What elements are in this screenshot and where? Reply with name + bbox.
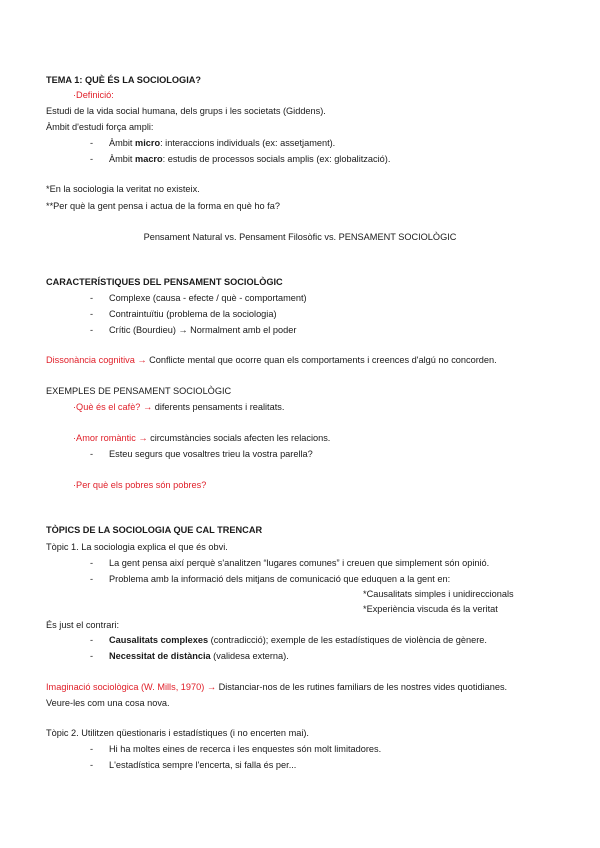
list-dash: - <box>90 138 94 148</box>
topic1-subitem: *Experiència viscuda és la veritat <box>363 604 498 614</box>
caracteristica-item: Contraintuïtiu (problema de la sociologia) <box>109 309 277 319</box>
dissonancia-label: Dissonància cognitiva → <box>46 355 147 365</box>
list-dash: - <box>90 309 94 319</box>
caracteristica-item: Complexe (causa - efecte / què - comportament) <box>109 293 307 303</box>
amor-line <box>73 432 330 444</box>
definicio-label: ·Definició: <box>73 90 114 100</box>
micro-bold: micro <box>135 138 161 148</box>
list-dash: - <box>90 651 94 661</box>
topic2-item: Hi ha moltes eines de recerca i les enquestes són molt limitadores. <box>109 744 382 754</box>
cafe-label: ·Què és el cafè? → <box>73 402 153 412</box>
list-dash: - <box>90 635 94 645</box>
veure-line: Veure-les com una cosa nova. <box>46 698 170 708</box>
causalitats-rest: (contradicció); exemple de les estadístiques de violència de gènere. <box>208 635 487 645</box>
list-dash: - <box>90 558 94 568</box>
necessitat-bold: Necessitat de distància <box>109 651 211 661</box>
pobres-question: ·Per què els pobres són pobres? <box>73 480 207 490</box>
macro-prefix: Àmbit <box>109 154 136 164</box>
tema1-title: TEMA 1: QUÈ ÉS LA SOCIOLOGIA? <box>46 75 202 85</box>
dissonancia-text: Conflicte mental que ocorre quan els comportaments i creences d'algú no concorden. <box>146 355 497 365</box>
note-2: **Per què la gent pensa i actua de la forma en què ho fa? <box>46 201 280 211</box>
amor-item: Esteu segurs que vosaltres trieu la vostra parella? <box>109 449 313 459</box>
ambit-intro: Àmbit d'estudi força ampli: <box>46 122 154 132</box>
necessitat-item <box>109 650 289 662</box>
cafe-line <box>73 401 284 413</box>
topics-title: TÒPICS DE LA SOCIOLOGIA QUE CAL TRENCAR <box>46 525 263 535</box>
topic-2: Tòpic 2. Utilitzen qüestionaris i estadístiques (i no encerten mai). <box>46 728 309 738</box>
topic-1: Tòpic 1. La sociologia explica el que és obvi. <box>46 542 228 552</box>
caracteristica-item: Crític (Bourdieu) → Normalment amb el poder <box>109 325 297 335</box>
topic2-item: L'estadística sempre l'encerta, si falla és per... <box>109 760 297 770</box>
list-dash: - <box>90 325 94 335</box>
pensament-line: Pensament Natural vs. Pensament Filosòfic vs. PENSAMENT SOCIOLÒGIC <box>143 232 457 242</box>
definicio-text: Estudi de la vida social humana, dels grups i les societats (Giddens). <box>46 106 326 116</box>
amor-text: circumstàncies socials afecten les relacions. <box>147 433 331 443</box>
micro-rest: : interaccions individuals (ex: assetjament). <box>160 138 336 148</box>
cafe-text: diferents pensaments i realitats. <box>152 402 285 412</box>
list-dash: - <box>90 744 94 754</box>
macro-bold: macro <box>135 154 163 164</box>
exemples-title: EXEMPLES DE PENSAMENT SOCIOLÒGIC <box>46 386 232 396</box>
list-dash: - <box>90 293 94 303</box>
list-dash: - <box>90 449 94 459</box>
caracteristiques-title: CARACTERÍSTIQUES DEL PENSAMENT SOCIOLÒGIC <box>46 277 283 287</box>
imaginacio-label: Imaginació sociològica (W. Mills, 1970) → <box>46 682 217 692</box>
imaginacio-text: Distanciar-nos de les rutines familiars de les nostres vides quotidianes. <box>216 682 508 692</box>
list-dash: - <box>90 760 94 770</box>
topic1-item: La gent pensa així perquè s'analitzen “lugares comunes” i creuen que simplement són opinió. <box>109 558 490 568</box>
contrari-line: És just el contrari: <box>46 620 120 630</box>
ambit-macro-item <box>109 153 390 165</box>
micro-prefix: Àmbit <box>109 138 136 148</box>
list-dash: - <box>90 574 94 584</box>
list-dash: - <box>90 154 94 164</box>
necessitat-rest: (validesa externa). <box>210 651 289 661</box>
topic1-subitem: *Causalitats simples i unidireccionals <box>363 589 514 599</box>
note-1: *En la sociologia la veritat no existeix. <box>46 184 200 194</box>
amor-label: ·Amor romàntic → <box>73 433 148 443</box>
dissonancia-line <box>46 354 497 366</box>
topic1-item: Problema amb la informació dels mitjans de comunicació que eduquen a la gent en: <box>109 574 451 584</box>
macro-rest: : estudis de processos socials amplis (ex: globalització). <box>162 154 391 164</box>
ambit-micro-item <box>109 137 335 149</box>
causalitats-item <box>109 634 487 646</box>
causalitats-bold: Causalitats complexes <box>109 635 209 645</box>
imaginacio-line <box>46 681 507 693</box>
